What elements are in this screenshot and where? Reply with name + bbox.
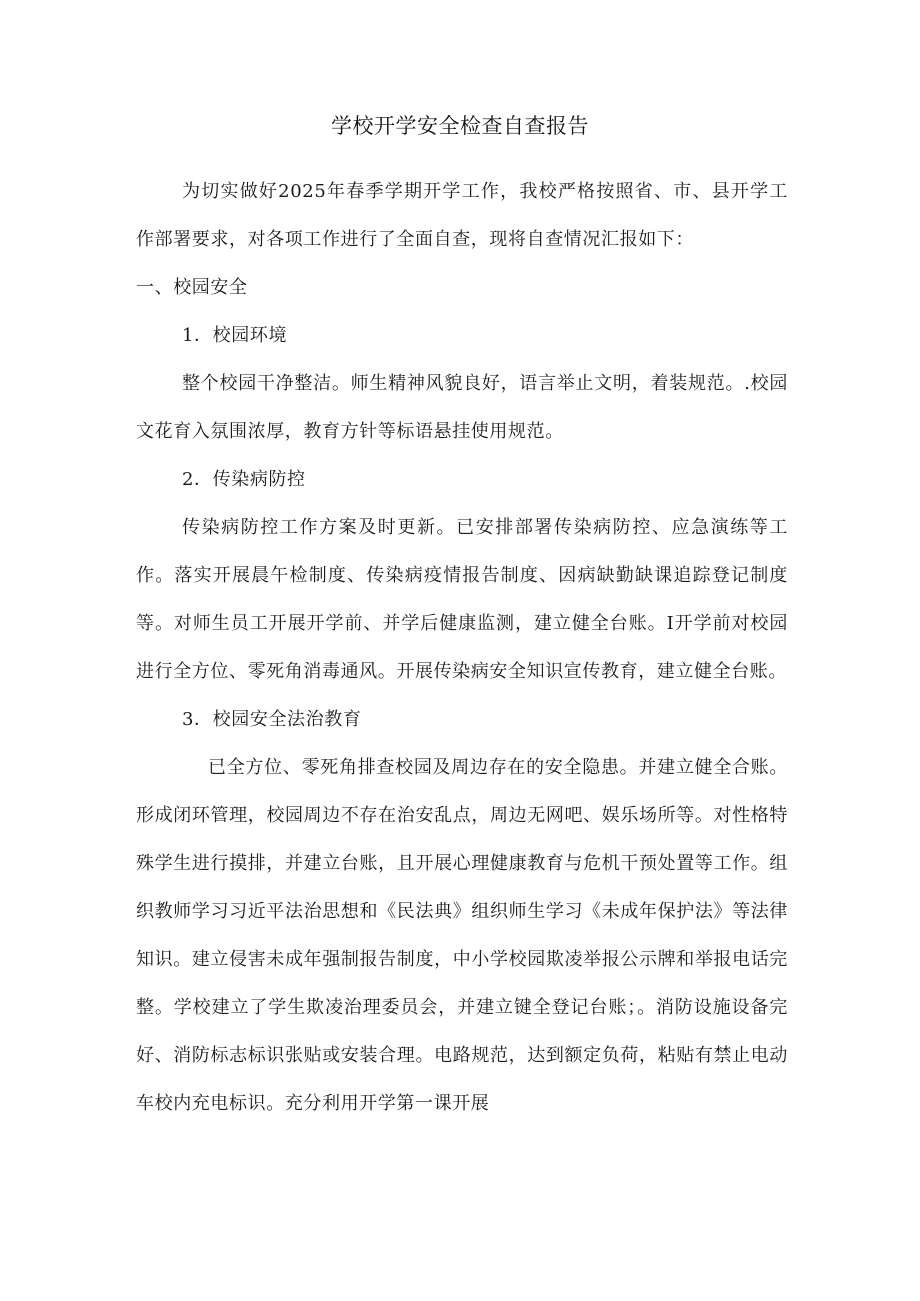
document-body (136, 168, 788, 1128)
document-title: 学校开学安全检查自查报告 (331, 114, 589, 138)
section-heading-campus-safety: 一、校园安全 (136, 277, 248, 298)
item-heading-infectious-disease: 2．传染病防控 (182, 469, 306, 490)
paragraph-campus-environment: 整个校园干净整洁。师生精神风貌良好，语言举止文明，着装规范。.校园文花育入氛围浓厚，教育方针等标语悬挂使用规范。 (136, 373, 788, 442)
intro-paragraph: 为切实做好2025年春季学期开学工作，我校严格按照省、市、县开学工作部署要求，对各项工作进行了全面自查，现将自查情况汇报如下： (136, 181, 788, 250)
item-heading-safety-law-education: 3．校园安全法治教育 (182, 709, 362, 730)
paragraph-infectious-disease: 传染病防控工作方案及时更新。已安排部署传染病防控、应急演练等工作。落实开展晨午检制度、传染病疫情报告制度、因病缺勤缺课追踪登记制度等。对师生员工开展开学前、并学后健康监测，建立健全台账。I开学前对校园进行全方位、零死角消毒通风。开展传染病安全知识宣传教育，建立健全台账。 (136, 517, 788, 682)
item-heading-campus-environment: 1．校园环境 (182, 325, 288, 346)
paragraph-safety-law-education: 已全方位、零死角排查校园及周边存在的安全隐患。并建立健全合账。形成闭环管理，校园周边不存在治安乱点，周边无网吧、娱乐场所等。对性格特殊学生进行摸排，并建立台账，且开展心理健康教育与危机干预处置等工作。组织教师学习习近平法治思想和《民法典》组织师生学习《未成年保护法》等法律知识。建立侵害未成年强制报告制度，中小学校园欺凌举报公示牌和举报电话完整。学校建立了学生欺凌治理委员会，并建立键全登记台账；。消防设施设备完好、消防标志标识张贴或安装合理。电路规范，达到额定负荷，粘贴有禁止电动车校内充电标识。充分利用开学第一课开展 (136, 757, 788, 1114)
